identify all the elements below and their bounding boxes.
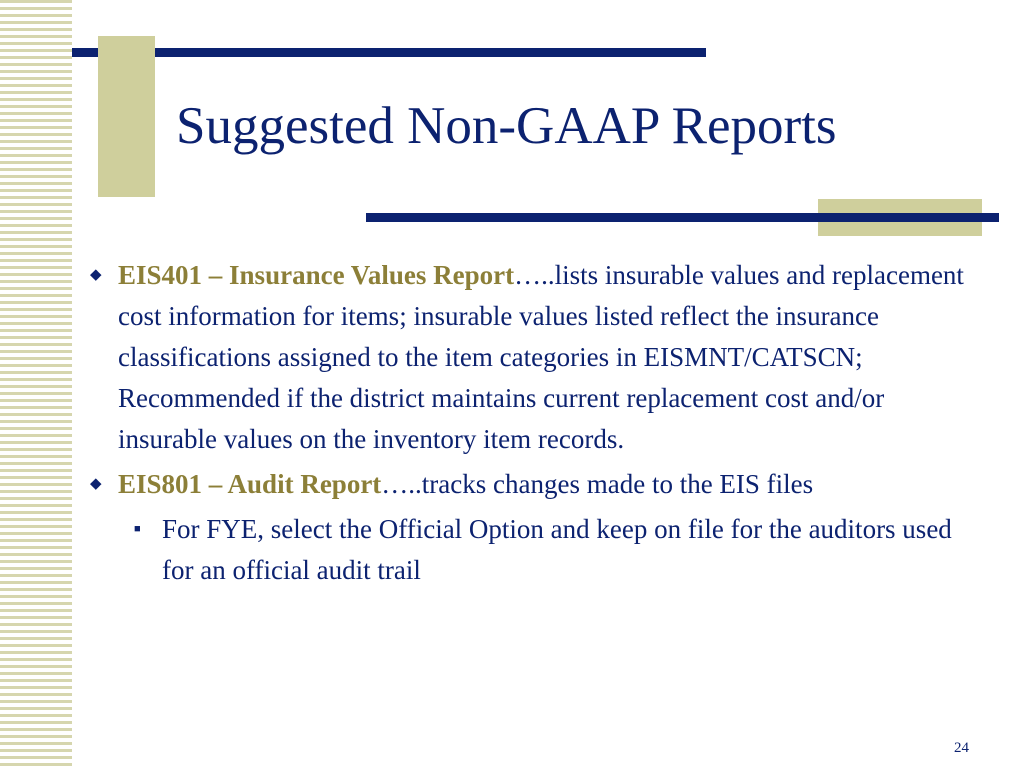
striped-sidebar: [0, 0, 72, 768]
diamond-bullet-icon: ◆: [90, 476, 102, 492]
bullet-item-eis401: [84, 255, 964, 460]
bullet-keyword: EIS801 – Audit Report: [118, 469, 382, 499]
khaki-accent-block-left: [98, 36, 155, 197]
sub-bullet-text: For FYE, select the Official Option and keep on file for the auditors used for an official audit trail: [162, 514, 952, 585]
sub-bullet-item: [84, 509, 964, 591]
slide-content: [84, 255, 964, 591]
diamond-bullet-icon: ◆: [90, 267, 102, 283]
bullet-item-eis801: [84, 464, 964, 505]
square-bullet-icon: ■: [134, 523, 141, 535]
bullet-text: …..lists insurable values and replacement cost information for items; insurable values listed reflect the insurance classifications assigned to the item categories in EISMNT/CATSCN; Recommended if the district maintains current replacement cost and/or insurable values on the inventory item records.: [118, 260, 964, 454]
slide-title: Suggested Non-GAAP Reports: [176, 97, 837, 155]
top-rule: [72, 48, 706, 57]
bullet-text: …..tracks changes made to the EIS files: [381, 469, 814, 499]
page-number: 24: [954, 740, 969, 756]
bullet-keyword: EIS401 – Insurance Values Report: [118, 260, 515, 290]
bottom-rule: [366, 213, 999, 222]
